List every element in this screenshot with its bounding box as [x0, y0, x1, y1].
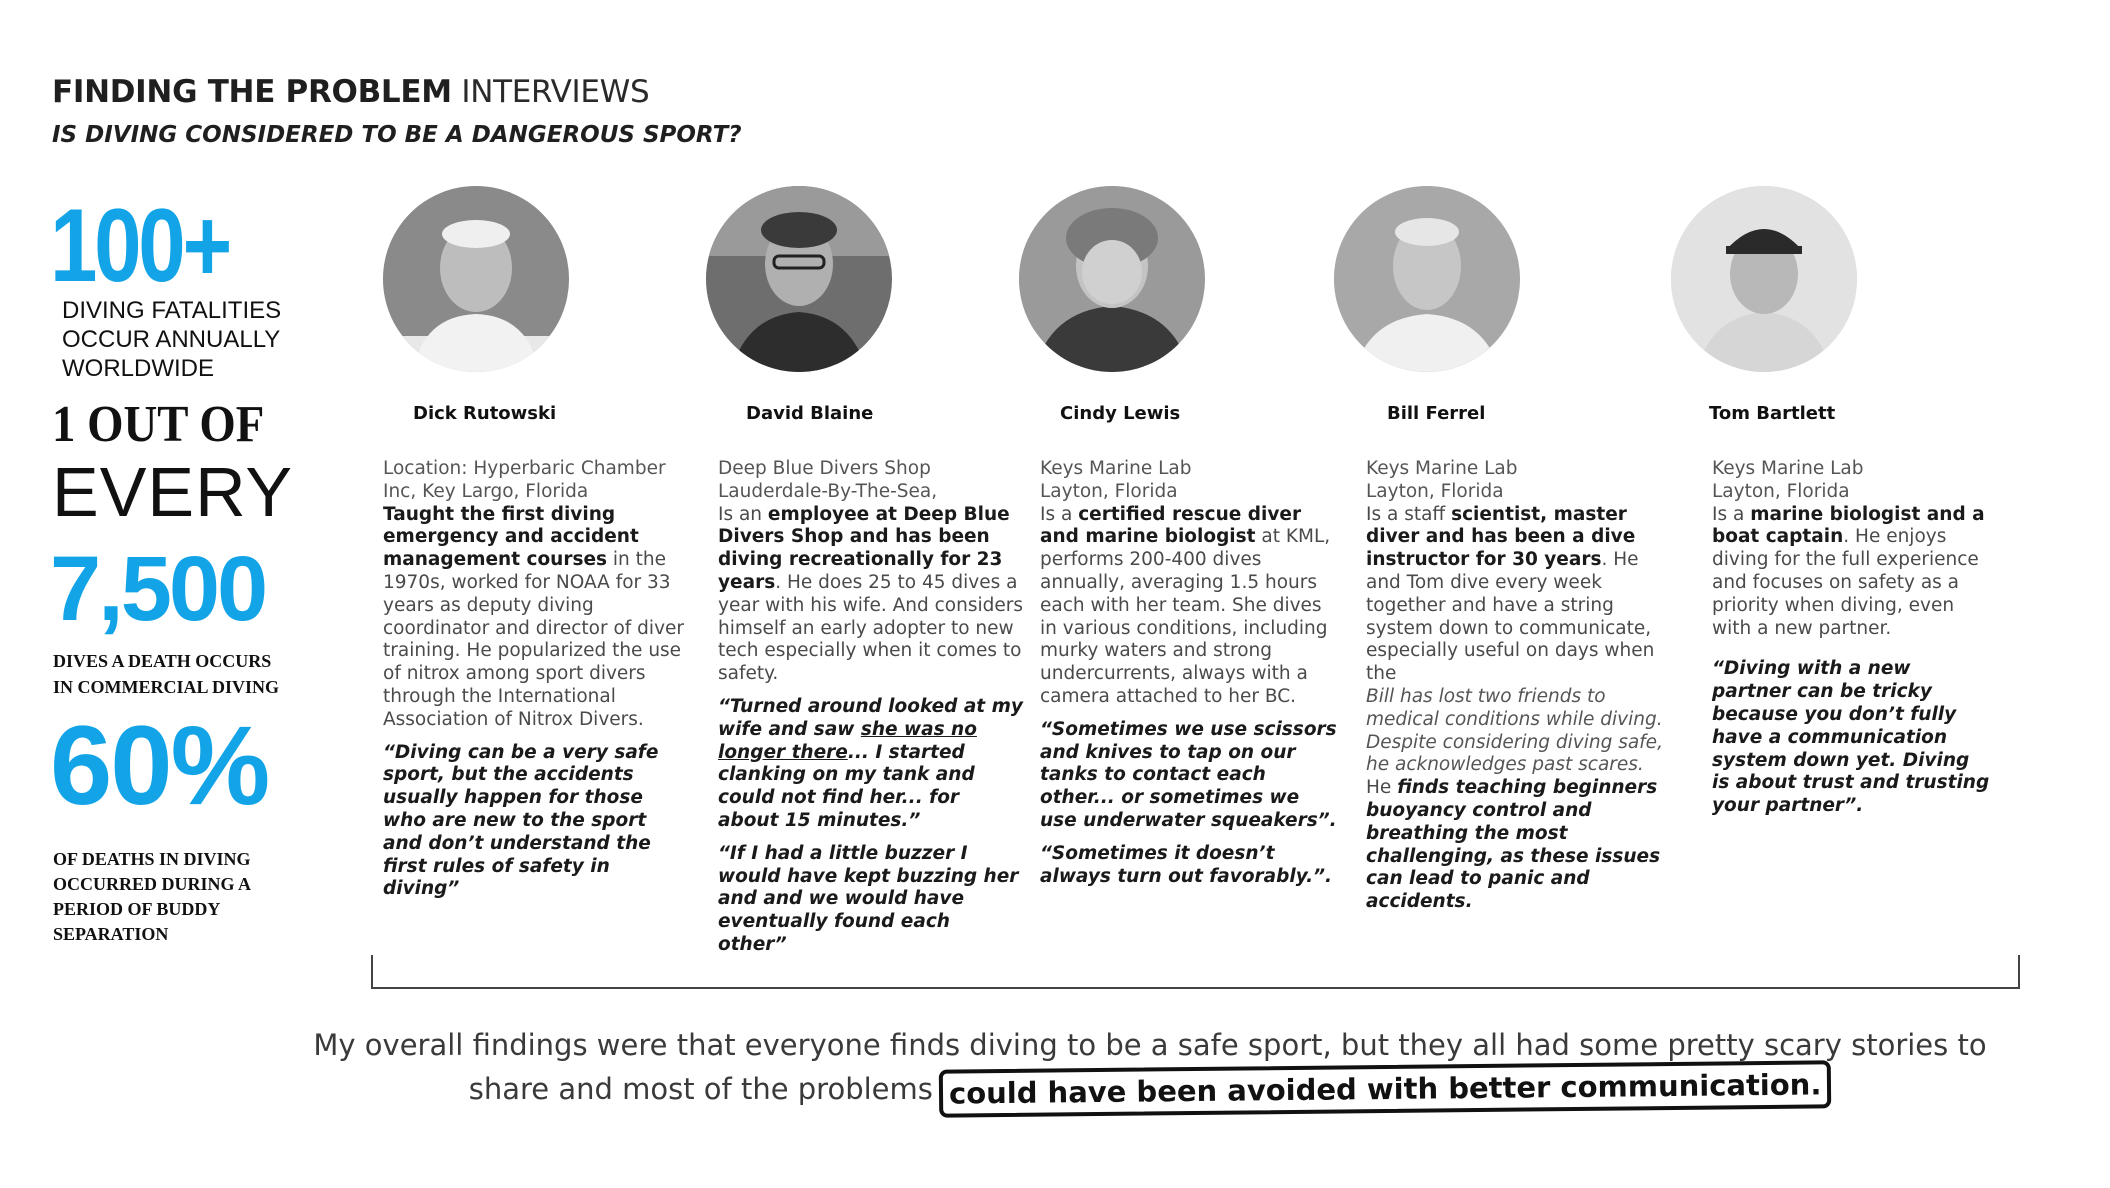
one-out-of-text: 1 OUT OF — [52, 396, 265, 453]
caption-line: IN COMMERCIAL DIVING — [53, 677, 280, 697]
portrait-david-blaine — [706, 186, 892, 372]
quote-text: “Turned around looked at my wife and saw — [718, 695, 1023, 740]
caption-line: OCCUR ANNUALLY — [62, 326, 281, 353]
bio-highlight: certified rescue diver and marine biologist — [1040, 503, 1302, 548]
bio-text: Is a — [1712, 503, 1751, 525]
portrait-bill-ferrel — [1334, 186, 1520, 372]
location — [1366, 458, 1671, 504]
quote — [718, 696, 1023, 833]
location-line: Keys Marine Lab — [1040, 458, 1192, 479]
bio-text: in the 1970s, worked for NOAA for 33 years as deputy diving coordinator and director of diver training. He popularized the use of nitrox among sport divers through the International Association of Nitrox Divers. — [383, 549, 685, 730]
page-subtitle: IS DIVING CONSIDERED TO BE A DANGEROUS SPORT? — [52, 122, 742, 148]
location-line: Inc, Key Largo, Florida — [383, 480, 589, 502]
location — [1040, 458, 1340, 504]
separation-percent: 60% — [50, 703, 269, 828]
name-david-blaine: David Blaine — [746, 403, 874, 424]
interview-bill-ferrel — [1366, 458, 1671, 914]
location-line: Layton, Florida — [1040, 480, 1178, 502]
note-italic: Bill has lost two friends to medical conditions while diving. Despite considering diving safe, he acknowledges past scares. — [1366, 685, 1663, 776]
bio-highlight: Taught the first diving emergency and accident management courses — [383, 503, 639, 571]
bio — [1712, 504, 1992, 641]
caption-line: PERIOD OF BUDDY — [53, 899, 221, 919]
fatalities-number: 100+ — [50, 188, 229, 304]
quote: “If I had a little buzzer I would have kept buzzing her and and we would have eventually found each other” — [718, 842, 1019, 955]
location — [383, 458, 688, 504]
bio-text: . He enjoys diving for the full experience and focuses on safety as a priority when diving, even with a new partner. — [1712, 526, 1979, 639]
portrait-tom-bartlett — [1671, 186, 1857, 372]
caption-line: WORLDWIDE — [62, 355, 214, 382]
portrait-cindy-lewis — [1019, 186, 1205, 372]
note — [1366, 686, 1671, 914]
separation-caption — [53, 847, 313, 947]
summary-highlight: could have been avoided with better communication. — [939, 1060, 1832, 1117]
every-text: EVERY — [52, 453, 294, 531]
bio — [1366, 504, 1671, 686]
interview-tom-bartlett — [1712, 458, 1992, 818]
quote-text: ... I started clanking on my tank and could not find her... for about 15 minutes.” — [718, 741, 975, 831]
portrait-dick-rutowski — [383, 186, 569, 372]
quote: “Sometimes we use scissors and knives to tap on our tanks to contact each other... or sometimes we use underwater squeakers”. — [1040, 718, 1337, 831]
quote: “Diving can be a very safe sport, but the accidents usually happen for those who are new to the sport and don’t understand the first rules of safety in diving” — [383, 741, 659, 900]
title-light: INTERVIEWS — [461, 74, 650, 110]
note-highlight: finds teaching beginners buoyancy control and breathing the most challenging, as these issues can lead to panic and accidents. — [1366, 777, 1661, 913]
caption-line: OF DEATHS IN DIVING — [53, 849, 251, 869]
interview-dick-rutowski — [383, 458, 688, 901]
location-line: Lauderdale-By-The-Sea, — [718, 480, 938, 502]
bio — [383, 504, 688, 732]
summary-text: My overall findings were that everyone finds diving to be a safe sport, but they all had some pretty scary stories to share and most of the problems — [313, 1028, 1987, 1106]
location-line: Deep Blue Divers Shop — [718, 458, 931, 479]
bio — [1040, 504, 1340, 709]
fatalities-caption — [62, 296, 281, 383]
caption-line: OCCURRED DURING A — [53, 874, 252, 894]
bio-highlight: marine biologist and a boat captain — [1712, 503, 1985, 548]
location-line: Keys Marine Lab — [1712, 458, 1864, 479]
bio-text: Is an — [718, 503, 768, 525]
interview-david-blaine — [718, 458, 1023, 957]
bio-text: Is a — [1040, 503, 1079, 525]
quote: “Sometimes it doesn’t always turn out favorably.”. — [1040, 842, 1333, 887]
caption-line: SEPARATION — [53, 924, 169, 944]
caption-line: DIVING FATALITIES — [62, 297, 282, 324]
name-bill-ferrel: Bill Ferrel — [1387, 403, 1486, 424]
name-dick-rutowski: Dick Rutowski — [413, 403, 557, 424]
location — [718, 458, 1023, 504]
interview-cindy-lewis — [1040, 458, 1340, 888]
name-tom-bartlett: Tom Bartlett — [1709, 403, 1836, 424]
quote-underlined: she was no longer there — [718, 718, 977, 763]
bio-text: . He and Tom dive every week together and have a string system down to communicate, especially useful on days when the — [1366, 549, 1655, 685]
bio-text: at KML, performs 200-400 dives annually, averaging 1.5 hours each with her team. She dives in various conditions, including murky waters and strong undercurrents, always with a camera attached to her BC. — [1040, 526, 1331, 707]
bio-text: Is a staff — [1366, 503, 1452, 525]
note-text: He — [1366, 777, 1398, 799]
location-line: Location: Hyperbaric Chamber — [383, 458, 666, 479]
location — [1712, 458, 1992, 504]
dives-number: 7,500 — [50, 538, 266, 640]
location-line: Keys Marine Lab — [1366, 458, 1518, 479]
bio — [718, 504, 1023, 686]
bio-text: . He does 25 to 45 dives a year with his wife. And considers himself an early adopter to new tech especially when it comes to safety. — [718, 571, 1023, 685]
summary — [300, 1025, 2000, 1113]
location-line: Layton, Florida — [1366, 480, 1504, 502]
title-bold: FINDING THE PROBLEM — [52, 74, 452, 110]
location-line: Layton, Florida — [1712, 480, 1850, 502]
page-title — [52, 74, 649, 110]
quote: “Diving with a new partner can be tricky because you don’t fully have a communication system down yet. Diving is about trust and trusting your partner”. — [1712, 658, 1990, 817]
dives-caption — [53, 648, 353, 700]
name-cindy-lewis: Cindy Lewis — [1060, 403, 1181, 424]
bio-highlight: scientist, master diver and has been a dive instructor for 30 years — [1366, 503, 1636, 571]
caption-line: DIVES A DEATH OCCURS — [53, 651, 272, 671]
bio-highlight: employee at Deep Blue Divers Shop and has been diving recreationally for 23 years — [718, 503, 1010, 593]
summary-bracket — [371, 955, 2020, 989]
